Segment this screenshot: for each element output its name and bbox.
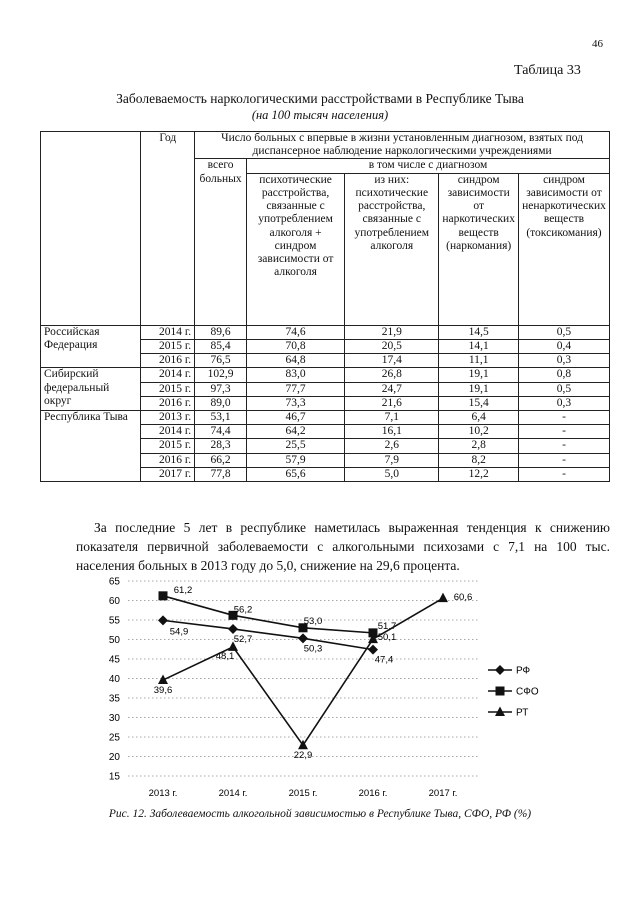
y-tick-label: 55	[108, 615, 120, 627]
value-cell: 0,4	[518, 339, 609, 353]
value-cell: -	[518, 453, 609, 467]
data-point	[158, 615, 168, 625]
value-cell: 0,8	[518, 368, 609, 382]
value-cell: 19,1	[439, 368, 519, 382]
y-tick-label: 40	[108, 674, 120, 685]
alcohol-dependence-chart	[86, 576, 586, 802]
y-tick-label: 60	[108, 596, 120, 607]
value-cell: 5,0	[345, 467, 439, 481]
value-cell: 14,5	[439, 325, 519, 339]
y-tick-label: 30	[108, 713, 120, 724]
value-cell: 64,2	[247, 425, 345, 439]
table-row	[41, 325, 610, 339]
table-row	[41, 368, 610, 382]
value-cell: 46,7	[247, 410, 345, 424]
value-cell: -	[518, 410, 609, 424]
value-cell: 74,4	[195, 425, 247, 439]
header-corner	[41, 132, 141, 326]
value-cell: 26,8	[345, 368, 439, 382]
region-cell: Республика Тыва	[41, 410, 141, 481]
value-cell: 20,5	[345, 339, 439, 353]
data-label: 53,0	[303, 615, 323, 627]
data-label: 56,2	[233, 604, 253, 616]
value-cell: 25,5	[247, 439, 345, 453]
year-cell: 2015 г.	[141, 382, 195, 396]
page-number: 46	[592, 38, 603, 50]
year-cell: 2016 г.	[141, 396, 195, 410]
value-cell: 11,1	[439, 354, 519, 368]
value-cell: -	[518, 425, 609, 439]
value-cell: 77,7	[247, 382, 345, 396]
header-year: Год	[141, 132, 195, 326]
y-tick-label: 45	[108, 654, 120, 666]
value-cell: 77,8	[195, 467, 247, 481]
body-paragraph	[76, 518, 610, 575]
x-tick-label: 2016 г.	[358, 788, 388, 799]
header-including: в том числе с диагнозом	[247, 159, 610, 173]
value-cell: 73,3	[247, 396, 345, 410]
year-cell: 2015 г.	[141, 439, 195, 453]
value-cell: 7,9	[345, 453, 439, 467]
data-label: 50,1	[377, 632, 397, 644]
value-cell: 66,2	[195, 453, 247, 467]
y-tick-label: 25	[108, 732, 120, 744]
x-tick-label: 2013 г.	[148, 788, 178, 799]
figure-caption: Рис. 12. Заболеваемость алкогольной зависимостью в Республике Тыва, СФО, РФ (%)	[108, 808, 532, 820]
value-cell: 15,4	[439, 396, 519, 410]
year-cell: 2015 г.	[141, 339, 195, 353]
series-line-0	[163, 620, 373, 649]
header-toxicomania: синдром зависимости от ненаркотических веществ (токсикомания)	[518, 173, 609, 325]
value-cell: 0,3	[518, 354, 609, 368]
data-label: 50,3	[303, 643, 323, 655]
value-cell: 89,6	[195, 325, 247, 339]
value-cell: 64,8	[247, 354, 345, 368]
value-cell: 57,9	[247, 453, 345, 467]
data-point	[298, 633, 308, 643]
value-cell: 21,6	[345, 396, 439, 410]
legend-marker	[495, 665, 505, 675]
value-cell: 28,3	[195, 439, 247, 453]
data-point	[158, 675, 168, 685]
incidence-table	[40, 131, 610, 482]
value-cell: 17,4	[345, 354, 439, 368]
y-tick-label: 65	[108, 576, 120, 588]
data-label: 47,4	[374, 654, 394, 666]
series-line-1	[163, 596, 373, 633]
value-cell: 85,4	[195, 339, 247, 353]
year-cell: 2013 г.	[141, 410, 195, 424]
value-cell: 70,8	[247, 339, 345, 353]
legend-marker	[496, 687, 505, 696]
data-label: 60,6	[453, 592, 473, 604]
x-tick-label: 2015 г.	[288, 788, 318, 799]
y-tick-label: 50	[108, 635, 120, 646]
header-total: всего больных	[195, 159, 247, 325]
value-cell: 65,6	[247, 467, 345, 481]
header-alcohol-total: психотические расстройства, связанные с употреблением алкоголя + синдром зависимости от алкоголя	[247, 173, 345, 325]
value-cell: 89,0	[195, 396, 247, 410]
data-label: 54,9	[169, 626, 189, 638]
header-narcomania: синдром зависимости от наркотических веществ (наркомания)	[439, 173, 519, 325]
x-tick-label: 2017 г.	[428, 788, 458, 799]
value-cell: 14,1	[439, 339, 519, 353]
value-cell: 2,6	[345, 439, 439, 453]
value-cell: 7,1	[345, 410, 439, 424]
data-label: 22,9	[293, 750, 313, 762]
year-cell: 2014 г.	[141, 425, 195, 439]
y-tick-label: 20	[108, 752, 120, 763]
header-main: Число больных с впервые в жизни установленным диагнозом, взятых под диспансерное наблюдение наркологическими учреждениями	[195, 132, 610, 159]
value-cell: -	[518, 467, 609, 481]
data-label: 52,7	[233, 633, 253, 645]
value-cell: 0,3	[518, 396, 609, 410]
year-cell: 2016 г.	[141, 354, 195, 368]
data-label: 51,7	[377, 620, 397, 632]
value-cell: 102,9	[195, 368, 247, 382]
value-cell: 2,8	[439, 439, 519, 453]
value-cell: 16,1	[345, 425, 439, 439]
data-point	[368, 645, 378, 655]
value-cell: 12,2	[439, 467, 519, 481]
table-row	[41, 410, 610, 424]
data-label: 61,2	[173, 584, 193, 596]
year-cell: 2016 г.	[141, 453, 195, 467]
legend-label: РТ	[516, 707, 529, 719]
x-tick-label: 2014 г.	[218, 788, 248, 799]
value-cell: 0,5	[518, 382, 609, 396]
region-cell: Российская Федерация	[41, 325, 141, 368]
year-cell: 2017 г.	[141, 467, 195, 481]
value-cell: 19,1	[439, 382, 519, 396]
value-cell: 24,7	[345, 382, 439, 396]
region-cell: Сибирский федеральный округ	[41, 368, 141, 411]
value-cell: 74,6	[247, 325, 345, 339]
y-tick-label: 15	[108, 771, 120, 783]
value-cell: -	[518, 439, 609, 453]
value-cell: 53,1	[195, 410, 247, 424]
year-cell: 2014 г.	[141, 325, 195, 339]
value-cell: 8,2	[439, 453, 519, 467]
table-title: Заболеваемость наркологическими расстройствами в Республике Тыва	[116, 91, 524, 106]
data-label: 48,1	[215, 650, 235, 662]
data-point	[159, 591, 168, 600]
data-point	[438, 593, 448, 603]
value-cell: 97,3	[195, 382, 247, 396]
value-cell: 6,4	[439, 410, 519, 424]
paragraph-text: За последние 5 лет в республике наметилась выраженная тенденция к снижению показателя первичной заболеваемости с алкогольными психозами с 7,1 на 100 тыс. населения больных в 2013 году до 5,0, снижение на 29,6 процента.	[76, 520, 610, 573]
value-cell: 83,0	[247, 368, 345, 382]
year-cell: 2014 г.	[141, 368, 195, 382]
legend-label: РФ	[516, 665, 531, 677]
table-subtitle: (на 100 тысяч населения)	[251, 108, 389, 122]
data-label: 39,6	[153, 685, 173, 697]
data-point	[228, 624, 238, 634]
table-label: Таблица 33	[514, 63, 581, 78]
header-alcohol-psychoses: из них: психотические расстройства, связанные с употреблением алкоголя	[345, 173, 439, 325]
value-cell: 10,2	[439, 425, 519, 439]
value-cell: 21,9	[345, 325, 439, 339]
value-cell: 76,5	[195, 354, 247, 368]
legend-label: СФО	[516, 686, 539, 698]
y-tick-label: 35	[108, 693, 120, 705]
value-cell: 0,5	[518, 325, 609, 339]
